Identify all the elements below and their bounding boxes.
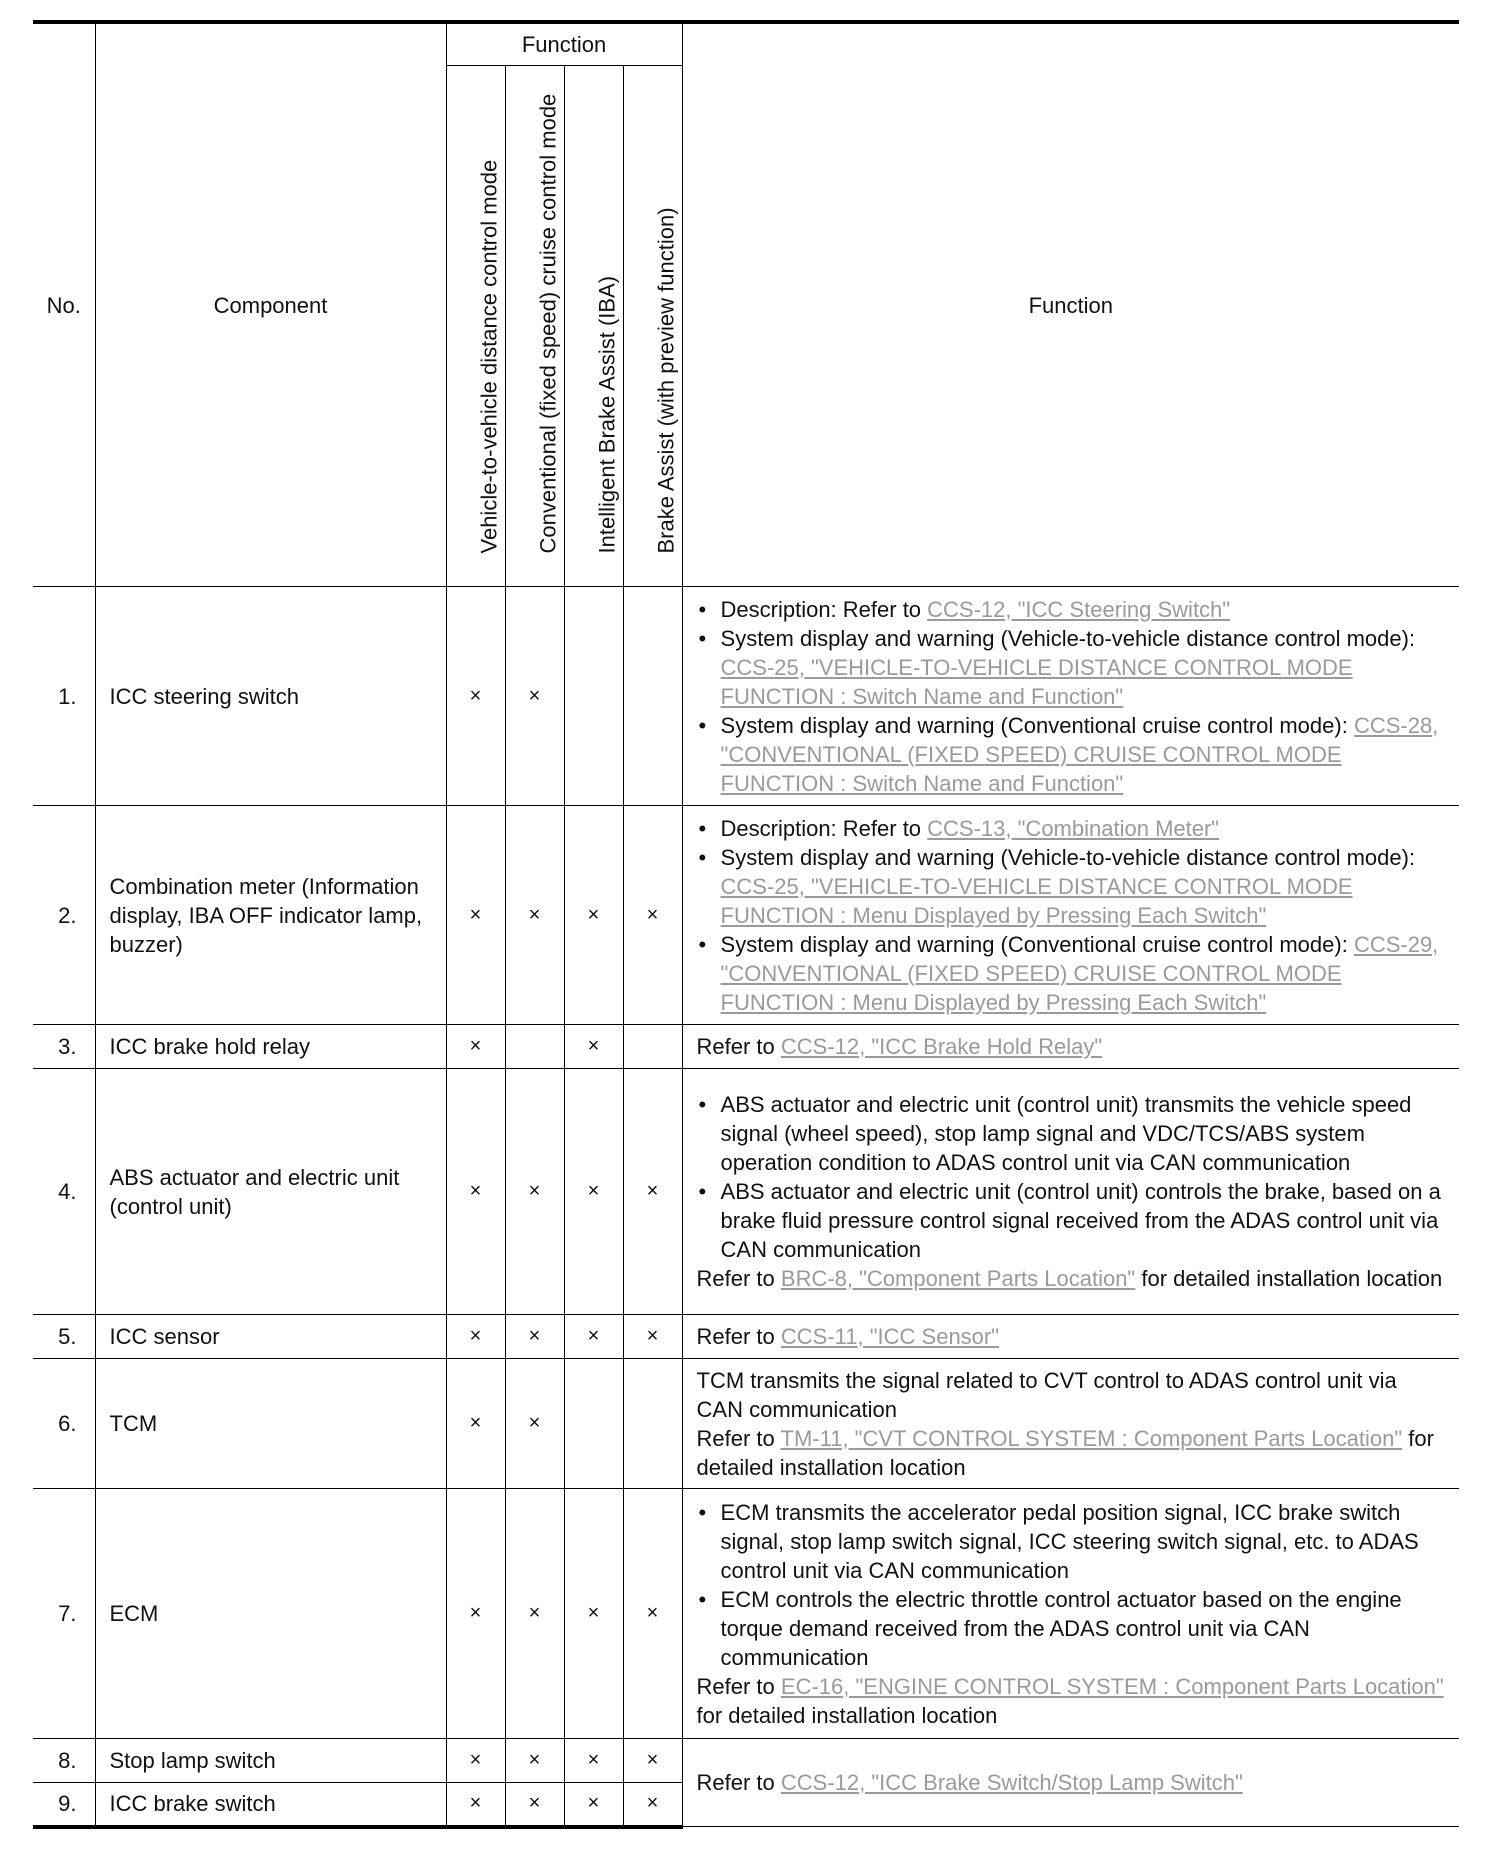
row-component: ICC steering switch — [95, 587, 446, 806]
reference-link[interactable]: CCS-29, "CONVENTIONAL (FIXED SPEED) CRUISE CONTROL MODE FUNCTION : Menu Displayed by Pressing Each Switch" — [720, 931, 1439, 1015]
reference-link[interactable]: CCS-25, "VEHICLE-TO-VEHICLE DISTANCE CONTROL MODE FUNCTION : Menu Displayed by Pressing Each Switch" — [720, 873, 1353, 928]
function-mark: × — [505, 1739, 564, 1783]
function-mark: × — [505, 806, 564, 1025]
function-mark — [623, 1359, 682, 1489]
function-mark: × — [623, 1739, 682, 1783]
table-row — [33, 806, 1459, 1025]
function-mark: × — [564, 1783, 623, 1827]
table-row — [33, 1739, 1459, 1783]
row-number: 4. — [33, 1069, 95, 1315]
function-mark: × — [446, 587, 505, 806]
row-number: 1. — [33, 587, 95, 806]
list-item: • ABS actuator and electric unit (control unit) controls the brake, based on a brake fluid pressure control signal received from the ADAS control unit via CAN communication — [697, 1177, 1450, 1264]
row-description — [682, 587, 1459, 806]
function-mark: × — [564, 1489, 623, 1739]
reference-link[interactable]: EC-16, "ENGINE CONTROL SYSTEM : Component Parts Location" — [780, 1673, 1444, 1699]
reference-link[interactable]: CCS-13, "Combination Meter" — [927, 815, 1220, 841]
reference-link[interactable]: CCS-25, "VEHICLE-TO-VEHICLE DISTANCE CONTROL MODE FUNCTION : Switch Name and Function" — [720, 654, 1353, 709]
row-number: 8. — [33, 1739, 95, 1783]
row-component: ICC brake switch — [95, 1783, 446, 1827]
row-number: 2. — [33, 806, 95, 1025]
list-item: • System display and warning (Conventional cruise control mode): CCS-28, "CONVENTIONAL (FIXED SPEED) CRUISE CONTROL MODE FUNCTION : Switch Name and Function" — [697, 711, 1450, 798]
list-item: • System display and warning (Vehicle-to-vehicle distance control mode): CCS-25, "VEHICLE-TO-VEHICLE DISTANCE CONTROL MODE FUNCTION : Menu Displayed by Pressing Each Switch" — [697, 843, 1450, 930]
list-item: • ABS actuator and electric unit (control unit) transmits the vehicle speed signal (wheel speed), stop lamp signal and VDC/TCS/ABS system operation condition to ADAS control unit via CAN communication — [697, 1090, 1450, 1177]
function-mark: × — [446, 1359, 505, 1489]
function-mark: × — [505, 587, 564, 806]
function-mark: × — [564, 1739, 623, 1783]
function-mark: × — [446, 806, 505, 1025]
function-mark — [564, 587, 623, 806]
header-component: Component — [95, 22, 446, 587]
function-mark: × — [564, 1069, 623, 1315]
row-number: 3. — [33, 1025, 95, 1069]
table-row — [33, 1025, 1459, 1069]
reference-link[interactable]: CCS-12, "ICC Brake Hold Relay" — [780, 1034, 1103, 1059]
row-description: TCM transmits the signal related to CVT control to ADAS control unit via CAN communication Refer to TM-11, "CVT CONTROL SYSTEM : Component Parts Location" for detailed installation location — [682, 1359, 1459, 1489]
function-mark: × — [623, 1783, 682, 1827]
function-mark: × — [505, 1315, 564, 1359]
function-mark — [623, 1025, 682, 1069]
header-function-group: Function — [446, 22, 682, 66]
reference-link[interactable]: CCS-11, "ICC Sensor" — [780, 1324, 1000, 1349]
list-item: • Description: Refer to CCS-13, "Combination Meter" — [697, 814, 1450, 843]
row-description: • ABS actuator and electric unit (control unit) transmits the vehicle speed signal (wheel speed), stop lamp signal and VDC/TCS/ABS system operation condition to ADAS control unit via CAN communication • ABS actuator and electric unit (control unit) controls the brake, based on a brake fluid pressure control signal received from the ADAS control unit via CAN communication Refer to BRC-8, "Component Parts Location" for detailed installation location — [682, 1069, 1459, 1315]
row-component: ICC sensor — [95, 1315, 446, 1359]
row-number: 7. — [33, 1489, 95, 1739]
function-mark: × — [446, 1315, 505, 1359]
row-component: TCM — [95, 1359, 446, 1489]
row-number: 6. — [33, 1359, 95, 1489]
function-mark: × — [623, 806, 682, 1025]
function-mark: × — [446, 1489, 505, 1739]
reference-link[interactable]: CCS-12, "ICC Brake Switch/Stop Lamp Switch" — [780, 1770, 1243, 1795]
header-function-description: Function — [682, 22, 1459, 587]
function-mark: × — [505, 1069, 564, 1315]
table-row — [33, 1359, 1459, 1489]
function-mark: × — [505, 1489, 564, 1739]
function-mark — [564, 1359, 623, 1489]
function-mark — [505, 1025, 564, 1069]
header-no: No. — [33, 22, 95, 587]
function-mark: × — [564, 806, 623, 1025]
row-description: • ECM transmits the accelerator pedal position signal, ICC brake switch signal, stop lamp switch signal, ICC steering switch signal, etc. to ADAS control unit via CAN communication • ECM controls the electric throttle control actuator based on the engine torque demand received from the ADAS control unit via CAN communication Refer to EC-16, "ENGINE CONTROL SYSTEM : Component Parts Location" for detailed installation location — [682, 1489, 1459, 1739]
table-row — [33, 1069, 1459, 1315]
row-component: ICC brake hold relay — [95, 1025, 446, 1069]
row-number: 5. — [33, 1315, 95, 1359]
row-component: ECM — [95, 1489, 446, 1739]
function-mark: × — [564, 1315, 623, 1359]
function-mark — [623, 587, 682, 806]
function-mark: × — [446, 1069, 505, 1315]
table-row — [33, 1489, 1459, 1739]
function-mark: × — [505, 1783, 564, 1827]
function-mark: × — [446, 1025, 505, 1069]
list-item: • System display and warning (Vehicle-to-vehicle distance control mode): CCS-25, "VEHICLE-TO-VEHICLE DISTANCE CONTROL MODE FUNCTION : Switch Name and Function" — [697, 624, 1450, 711]
header-function-col: Vehicle-to-vehicle distance control mode — [446, 66, 505, 587]
row-component: Stop lamp switch — [95, 1739, 446, 1783]
function-mark: × — [564, 1025, 623, 1069]
row-description — [682, 806, 1459, 1025]
reference-link[interactable]: CCS-28, "CONVENTIONAL (FIXED SPEED) CRUISE CONTROL MODE FUNCTION : Switch Name and Function" — [720, 712, 1439, 796]
row-component: Combination meter (Information display, IBA OFF indicator lamp, buzzer) — [95, 806, 446, 1025]
row-number: 9. — [33, 1783, 95, 1827]
function-mark: × — [446, 1739, 505, 1783]
function-mark: × — [623, 1315, 682, 1359]
reference-link[interactable]: CCS-12, "ICC Steering Switch" — [927, 596, 1231, 622]
row-description: Refer to CCS-11, "ICC Sensor" — [682, 1315, 1459, 1359]
header-function-col: Intelligent Brake Assist (IBA) — [564, 66, 623, 587]
reference-link[interactable]: BRC-8, "Component Parts Location" — [780, 1266, 1136, 1291]
function-mark: × — [505, 1359, 564, 1489]
function-mark: × — [623, 1489, 682, 1739]
reference-link[interactable]: TM-11, "CVT CONTROL SYSTEM : Component Parts Location" — [780, 1425, 1403, 1451]
function-mark: × — [623, 1069, 682, 1315]
component-function-table — [33, 20, 1459, 1829]
list-item: • ECM controls the electric throttle control actuator based on the engine torque demand received from the ADAS control unit via CAN communication — [697, 1585, 1450, 1672]
table-row — [33, 1315, 1459, 1359]
table-row — [33, 587, 1459, 806]
row-description: Refer to CCS-12, "ICC Brake Switch/Stop Lamp Switch" — [682, 1739, 1459, 1827]
function-mark: × — [446, 1783, 505, 1827]
list-item: • ECM transmits the accelerator pedal position signal, ICC brake switch signal, stop lamp switch signal, ICC steering switch signal, etc. to ADAS control unit via CAN communication — [697, 1498, 1450, 1585]
list-item: • Description: Refer to CCS-12, "ICC Steering Switch" — [697, 595, 1450, 624]
row-description: Refer to CCS-12, "ICC Brake Hold Relay" — [682, 1025, 1459, 1069]
header-function-col: Brake Assist (with preview function) — [623, 66, 682, 587]
header-function-col: Conventional (fixed speed) cruise control mode — [505, 66, 564, 587]
list-item: • System display and warning (Conventional cruise control mode): CCS-29, "CONVENTIONAL (FIXED SPEED) CRUISE CONTROL MODE FUNCTION : Menu Displayed by Pressing Each Switch" — [697, 930, 1450, 1017]
row-component: ABS actuator and electric unit (control unit) — [95, 1069, 446, 1315]
